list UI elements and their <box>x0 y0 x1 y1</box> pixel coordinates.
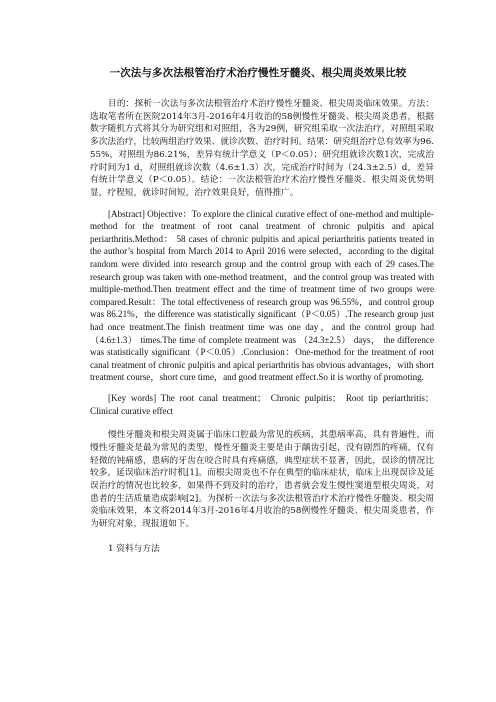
abstract-english: [Abstract] Objective：To explore the clinical curative effect of one-method and multiple-method for the treatment of root canal treatment of chronic pulpitis and apical periarthritis.Method： 58 cases of chronic pulpitis and apical periarthritis patients treated in the author’s hospital from March 2014 to April 2016 were selected，according to the digital random were divided into research group and the control group with each of 29 cases.The research group was taken with one-method treatment，and the control group was treated with multiple-method.Then treatment effect and the time of treatment time of two groups were compared.Result：The total effectiveness of research group was 96.55%，and control group was 86.21%，the difference was statistically significant（P＜0.05）.The research group just had once treatment.The finish treatment time was one day，and the control group had（4.6±1.3） times.The time of complete treatment was （24.3±2.5） days， the difference was statistically significant（P＜0.05）.Conclusion：One-method for the treatment of root canal treatment of chronic pulpitis and apical periarthritis has obvious advantages，with short treatment course，short cure time，and good treatment effect.So it is worthy of promoting. <box>90 208 434 383</box>
abstract-chinese: 目的：探析一次法与多次法根管治疗术治疗慢性牙髓炎、根尖周炎临床效果。方法：选取笔者所在医院2014年3月-2016年4月收治的58例慢性牙髓炎、根尖周炎患者，根据数字随机方式将其分为研究组和对照组，各为29例，研究组采取一次法治疗，对照组采取多次法治疗，比较两组治疗效果、就诊次数、治疗时间。结果：研究组治疗总有效率为96.55%，对照组为86.21%，差异有统计学意义（P＜0.05）；研究组就诊次数1次，完成治疗时间为1 d，对照组就诊次数（4.6±1.3）次，完成治疗时间为（24.3±2.5）d，差异有统计学意义（P＜0.05）。结论：一次法根管治疗术治疗慢性牙髓炎、根尖周炎优势明显，疗程短，就诊时间短，治疗效果良好，值得推广。 <box>90 99 434 198</box>
paper-title: 一次法与多次法根管治疗术治疗慢性牙髓炎、根尖周炎效果比较 <box>109 67 407 79</box>
document-page <box>90 66 434 555</box>
introduction-paragraph: 慢性牙髓炎和根尖周炎属于临床口腔最为常见的疾病，其患病率高，具有普遍性，而慢性牙髓炎是最为常见的类型，慢性牙髓炎主要是由于龋齿引起，没有剧烈的疼痛，仅有轻微的钝痛感，患病的牙齿在咬合时具有疼痛感，典型症状不显著，因此，误诊的情况比较多，延误临床治疗时机[1]。而根尖周炎也不存在典型的临床症状，临床上出现误诊及延误治疗的情况也比较多，如果得不到及时的治疗，患者就会发生慢性窦道型根尖周炎，对患者的生活质量造成影响[2]。为探析一次法与多次法根管治疗术治疗慢性牙髓炎、根尖周炎临床效果，本文将2014年3月-2016年4月收治的58例慢性牙髓炎、根尖周炎患者，作为研究对象，现报道如下。 <box>90 430 434 530</box>
keywords-english: [Key words] The root canal treatment； Chronic pulpitis； Root tip periarthritis； Clinical curative effect <box>90 392 434 416</box>
section-heading: 1 资料与方法 <box>108 543 160 554</box>
